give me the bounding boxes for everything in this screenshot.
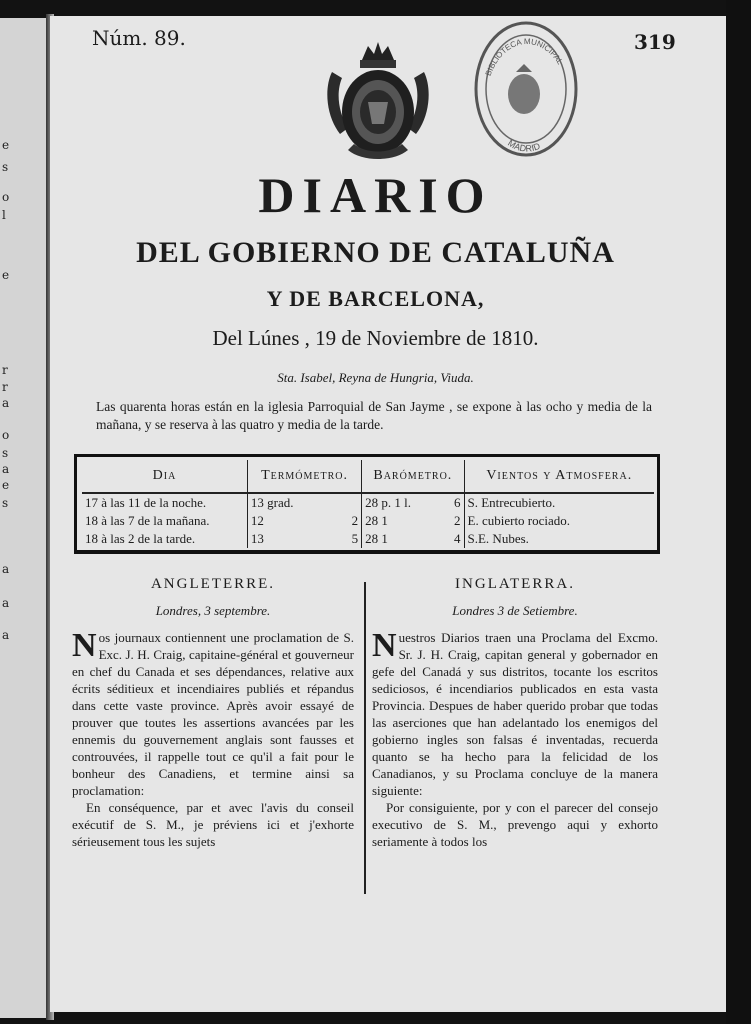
spanish-dateline: Londres 3 de Setiembre.: [452, 603, 578, 618]
masthead-subtitle: DEL GOBIERNO DE CATALUÑA: [136, 236, 615, 269]
french-dateline: Londres, 3 septembre.: [155, 603, 271, 618]
margin-fragment: a: [2, 596, 10, 610]
table-row: [82, 530, 654, 548]
french-column: [72, 576, 354, 850]
library-stamp-icon: [470, 16, 582, 162]
weather-table-header: [82, 460, 654, 493]
cell-term: 13 grad.: [250, 495, 294, 510]
page-number: 319: [634, 30, 676, 54]
french-paragraph-2: En conséquence, par et avec l'avis du conseil exécutif de S. M., je préviens ici et j'exhorte sérieusement tous les sujets: [72, 800, 354, 849]
header-termometro: Termómetro.: [247, 460, 361, 493]
margin-fragment: s: [2, 446, 9, 460]
margin-fragment: a: [2, 396, 10, 410]
table-row: [82, 493, 654, 512]
margin-fragment: e: [2, 478, 10, 492]
weather-table: [82, 460, 654, 548]
table-row: [82, 512, 654, 530]
margin-fragment: s: [2, 496, 9, 510]
french-heading: ANGLETERRE.: [150, 576, 276, 592]
spanish-paragraph-1: uestros Diarios traen una Proclama del Excmo. Sr. J. H. Craig, capitan general y gobernador en gefe del Canadá y sus distritos, tocante los escritos sediciosos, é incendiarios publicados en esta vasta Provincia. Despues de haber querido probar que todas las aserciones que han adelantado los enemigos del gobierno ingles son falsas é inventadas, recuerda quanto se ha hecho para la felicidad de los Canadianos, y su Proclama concluye de la manera siguiente:: [372, 630, 658, 798]
cell-term-frac: 5: [351, 531, 359, 546]
margin-fragment: a: [2, 462, 10, 476]
cell-vientos: E. cubierto rociado.: [467, 513, 571, 528]
margin-fragment: r: [2, 363, 8, 377]
spanish-column: [372, 576, 658, 850]
margin-fragment: o: [2, 190, 10, 204]
church-notice: Las quarenta horas están en la iglesia Parroquial de San Jayme , se expone à las ocho y media de la mañana, y se reserva à las quatro y media de la tarde.: [96, 399, 652, 432]
cell-baro-frac: 2: [454, 513, 461, 528]
spanish-paragraph-2: Por consiguiente, por y con el parecer del consejo executivo de S. M., prevengo aqui y exhorto seriamente à todos los: [372, 800, 658, 849]
french-dropcap: N: [72, 627, 97, 664]
margin-fragment: r: [2, 380, 8, 394]
cell-term-frac: 2: [351, 513, 359, 528]
stamp-text-bottom: MADRID: [506, 137, 542, 154]
spanish-article: [372, 629, 658, 850]
margin-fragment: a: [2, 628, 10, 642]
stamp-text-top: BIBLIOTECA MUNICIPAL: [483, 36, 565, 78]
spanish-dropcap: N: [372, 627, 397, 664]
cell-dia: 18 à las 2 de la tarde.: [82, 530, 247, 548]
masthead-city: Y DE BARCELONA,: [266, 286, 485, 311]
header-vientos: Vientos y Atmosfera.: [464, 460, 654, 493]
header-barometro: Barómetro.: [362, 460, 464, 493]
cell-term: 12: [250, 513, 264, 528]
issue-date: Del Lúnes , 19 de Noviembre de 1810.: [212, 326, 539, 350]
margin-fragment: o: [2, 428, 10, 442]
french-paragraph-1: os journaux contiennent une proclamation de S. Exc. J. H. Craig, capitaine-général et gouverneur en chef du Canada et ses dépendances, relative aux écrits séditieux et incendiaires publiés et répandus dans cette vaste province. Après avoir essayé de prouver que toutes les assertions avancées par les ennemis du gouvernement anglais sont fausses et controuvées, il rappelle tout ce qu'il a fait pour le bonheur des Canadiens, et termine ainsi sa proclamation:: [72, 630, 354, 798]
issue-number: Núm. 89.: [92, 26, 186, 50]
cell-vientos: S. Entrecubierto.: [467, 495, 556, 510]
masthead-title: DIARIO: [258, 167, 493, 223]
margin-fragment: e: [2, 138, 10, 152]
scan-edge: [726, 0, 751, 1024]
saint-of-day: Sta. Isabel, Reyna de Hungria, Viuda.: [277, 370, 474, 385]
column-divider: [364, 582, 366, 894]
cell-baro-frac: 4: [454, 531, 461, 546]
cell-dia: 18 à las 7 de la mañana.: [82, 512, 247, 530]
margin-fragment: a: [2, 562, 10, 576]
french-article: [72, 629, 354, 850]
cell-baro: 28 p. 1 l.: [365, 495, 412, 510]
margin-fragment: e: [2, 268, 10, 282]
cell-dia: 17 à las 11 de la noche.: [82, 493, 247, 512]
cell-vientos: S.E. Nubes.: [467, 531, 529, 546]
margin-fragment: s: [2, 160, 9, 174]
cell-baro: 28 1: [365, 531, 388, 546]
cell-baro: 28 1: [365, 513, 388, 528]
header-dia: Dia: [82, 460, 247, 493]
cell-term: 13: [250, 531, 264, 546]
spanish-heading: INGLATERRA.: [455, 576, 575, 592]
coat-of-arms-icon: [318, 38, 438, 166]
cell-baro-frac: 6: [454, 495, 461, 510]
margin-fragment: l: [2, 208, 6, 222]
